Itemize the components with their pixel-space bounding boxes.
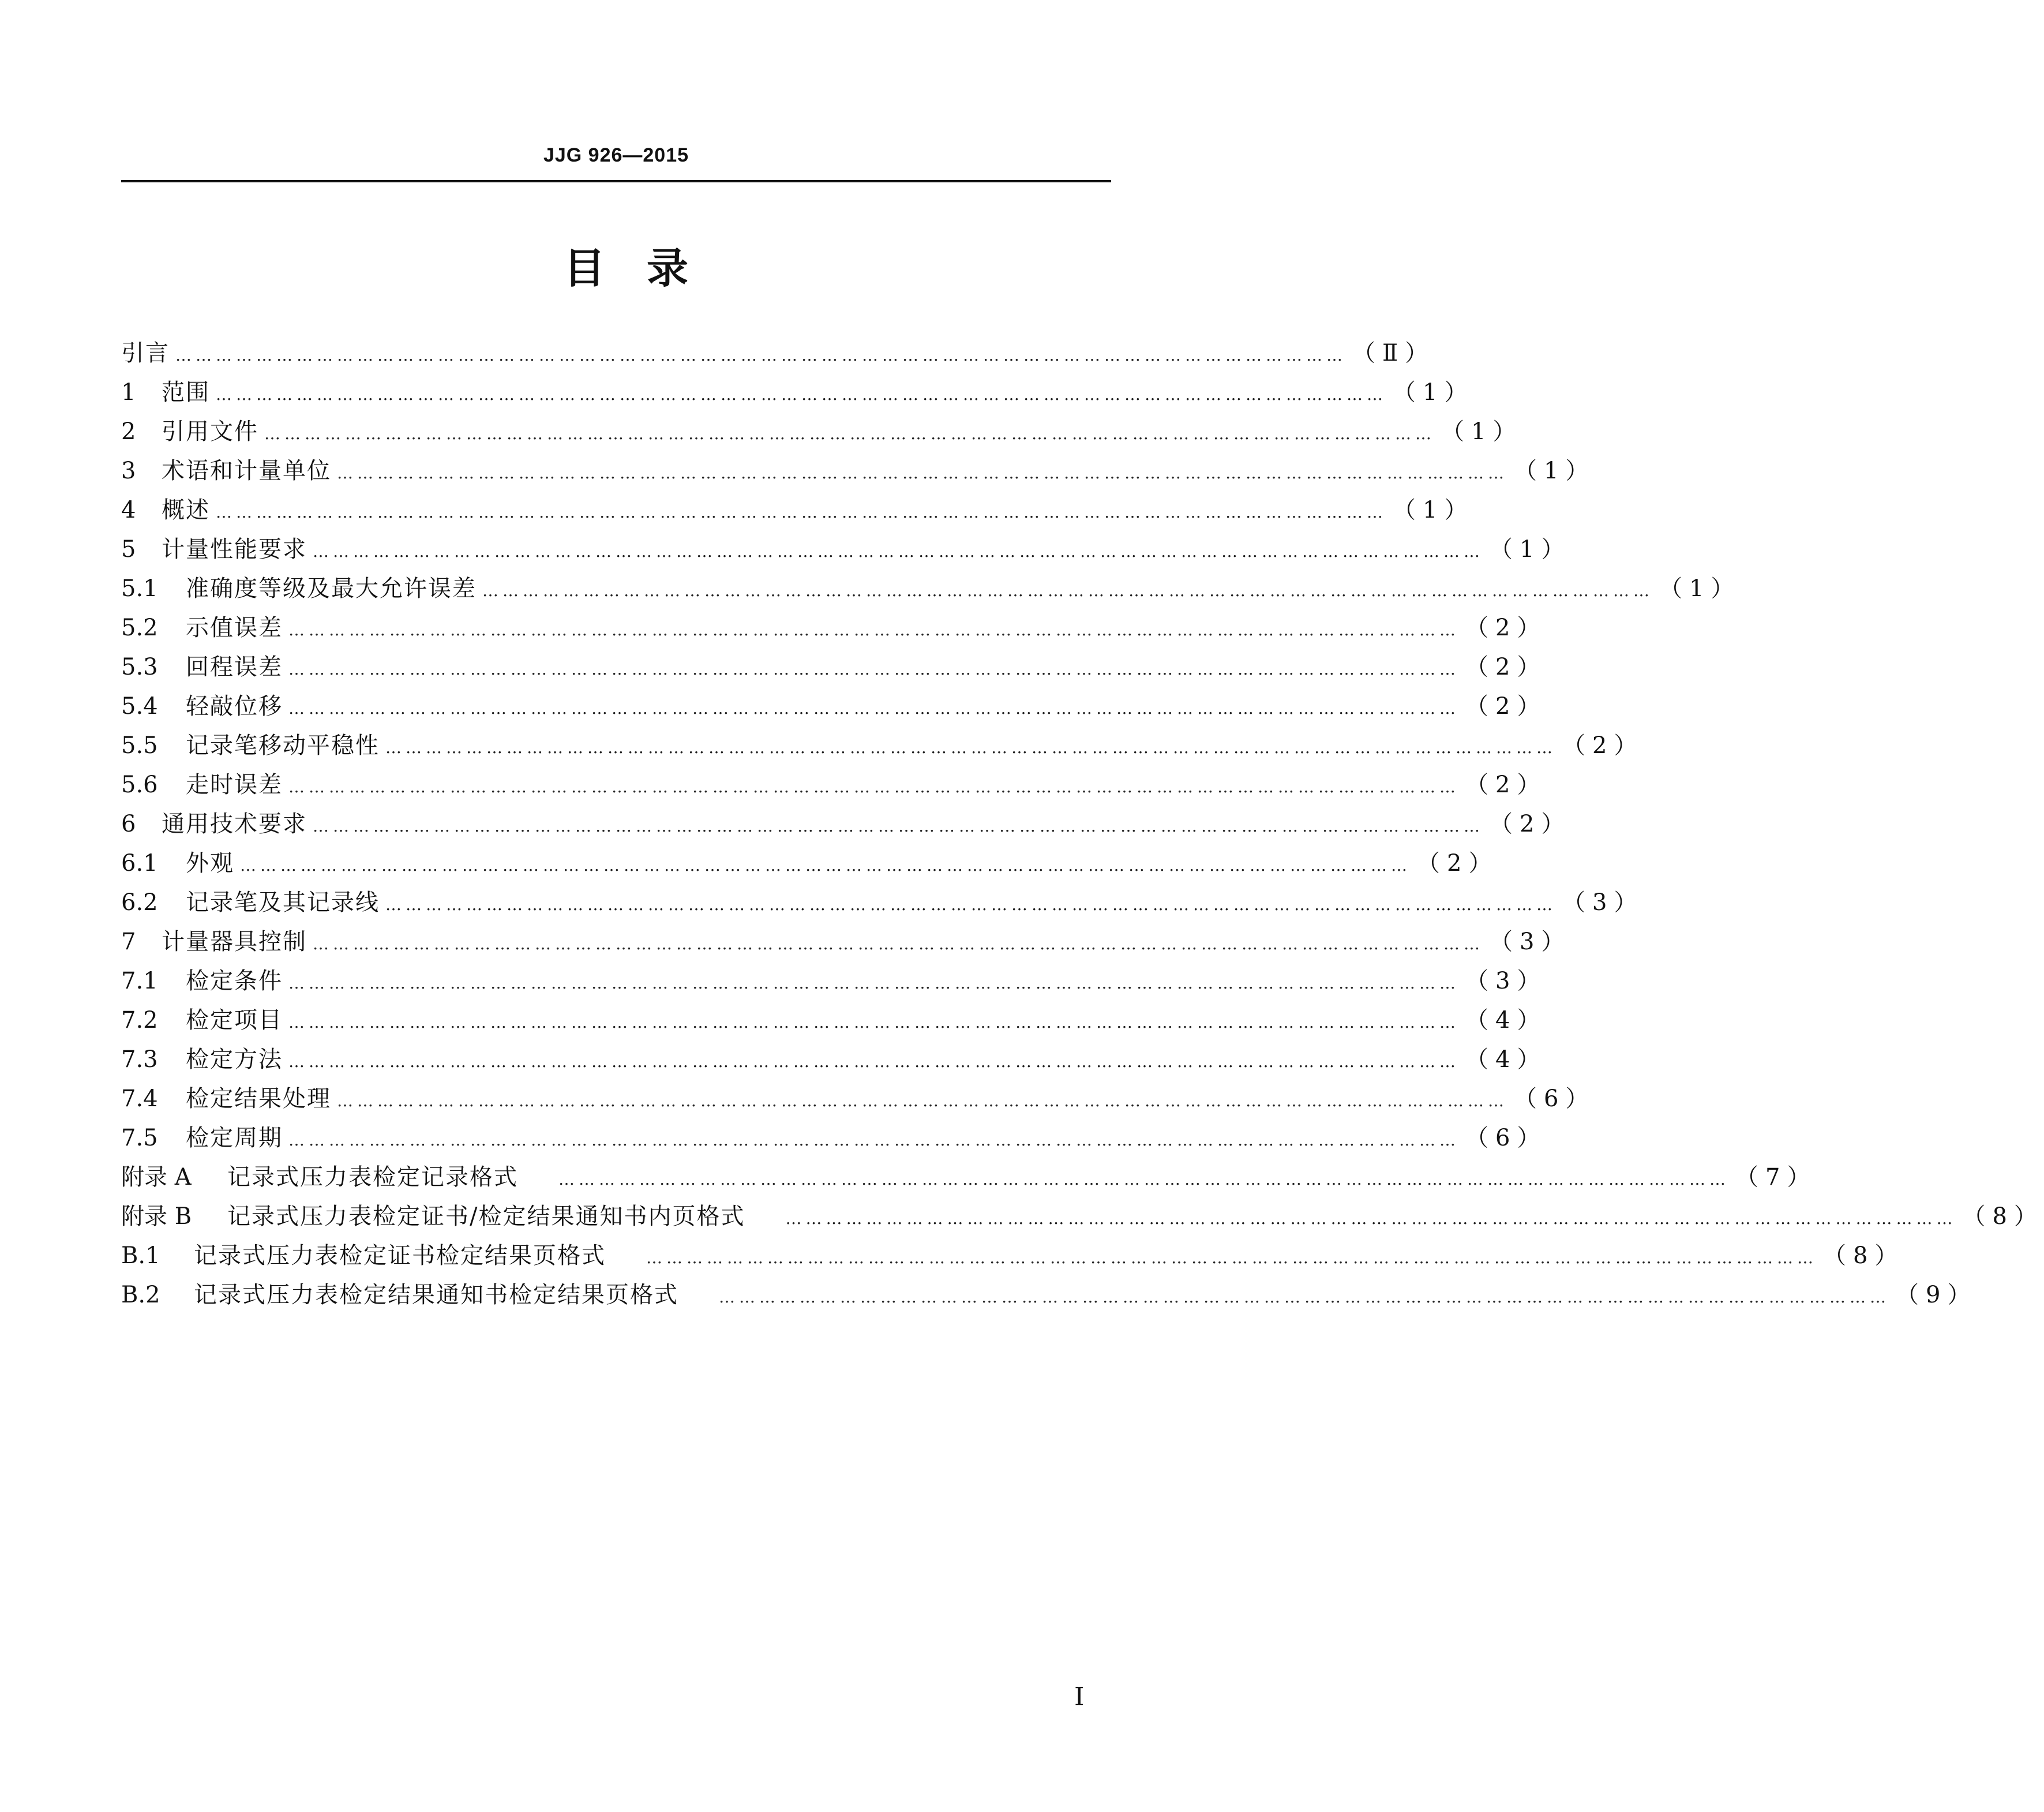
toc-entry-page: （1） [1490, 536, 1572, 563]
toc-entry-page: （7） [1735, 1164, 1817, 1190]
toc-entry-7-1[interactable] [121, 961, 1547, 1001]
toc-entry-b-2[interactable] [121, 1275, 1978, 1315]
toc-entry-number: 5.5 [121, 732, 158, 759]
toc-entry-title: 记录式压力表检定证书检定结果页格式 [194, 1242, 606, 1269]
toc-entry-1[interactable] [121, 373, 1475, 412]
toc-entry-number: 5.1 [121, 575, 158, 602]
dot-leader: ………………………………………………………………………………………………………………………………………………………… [288, 1130, 1460, 1150]
toc-entry-title: 示值误差 [186, 615, 283, 641]
toc-entry-page: （1） [1393, 379, 1475, 406]
toc-entry-7[interactable] [121, 922, 1572, 961]
toc-entry-title: 检定周期 [186, 1125, 283, 1151]
dot-leader: ………………………………………………………………………………………………………………………………………………………… [385, 895, 1557, 914]
toc-entry-page: （8） [1823, 1242, 1905, 1269]
dot-leader: ………………………………………………………………………………………………………………………………………………………… [337, 463, 1508, 482]
dot-leader: ………………………………………………………………………………………………………………………………………………………… [288, 1052, 1460, 1071]
toc-entry-number: 3 [121, 458, 136, 484]
toc-entry-number: 6.2 [121, 889, 158, 916]
toc-entry-7-4[interactable] [121, 1079, 1596, 1118]
toc-entry-title: 检定结果处理 [186, 1085, 331, 1112]
toc-entry-page: （4） [1465, 1007, 1547, 1034]
toc-entry-5[interactable] [121, 530, 1572, 569]
dot-leader: ………………………………………………………………………………………………………………………………………………………… [288, 974, 1460, 993]
toc-entry-title: 记录式压力表检定记录格式 [227, 1164, 518, 1190]
toc-entry-page: （6） [1465, 1125, 1547, 1151]
toc-entry-title: 回程误差 [186, 654, 283, 680]
toc-entry-title: 引用文件 [162, 418, 258, 445]
toc-entry-number: 7.2 [121, 1007, 158, 1034]
toc-entry-title: 检定条件 [186, 968, 283, 994]
toc-entry-title: 外观 [186, 850, 234, 877]
toc-entry-title: 计量性能要求 [162, 536, 307, 563]
toc-entry-number: 5 [121, 536, 136, 563]
dot-leader: ………………………………………………………………………………………………………………………………………………………… [313, 934, 1484, 953]
toc-entry-number: 5.3 [121, 654, 158, 680]
toc-entry-number: B.1 [121, 1242, 160, 1269]
toc-title: 目 录 [563, 244, 688, 293]
toc-entry-title: 术语和计量单位 [162, 458, 331, 484]
toc-entry-number: 附录 A [121, 1164, 192, 1190]
toc-entry-page: （3） [1465, 968, 1547, 994]
toc-entry-title: 准确度等级及最大允许误差 [186, 575, 477, 602]
toc-entry-7-5[interactable] [121, 1118, 1547, 1158]
toc-entry-5-4[interactable] [121, 687, 1547, 726]
toc-entry-title: 记录笔及其记录线 [186, 889, 380, 916]
toc-entry-number: 2 [121, 418, 136, 445]
toc-entry-3[interactable] [121, 451, 1596, 491]
toc-entry-preface[interactable] [121, 334, 1435, 373]
dot-leader: ………………………………………………………………………………………………………………………………………………………… [719, 1287, 1890, 1306]
toc-entry-title: 记录笔移动平稳性 [186, 732, 380, 759]
dot-leader: ………………………………………………………………………………………………………………………………………………………… [288, 777, 1460, 796]
dot-leader: ………………………………………………………………………………………………………………………………………………………… [558, 1170, 1730, 1189]
toc-entry-number: 5.2 [121, 615, 158, 641]
dot-leader: ………………………………………………………………………………………………………………………………………………………… [216, 503, 1387, 522]
toc-entry-5-1[interactable] [121, 569, 1741, 608]
toc-entry-page: （4） [1465, 1046, 1547, 1073]
toc-entry-appendix-b[interactable] [121, 1197, 2044, 1236]
toc-entry-page: （6） [1514, 1085, 1596, 1112]
toc-entry-number: 5.6 [121, 772, 158, 798]
toc-entry-appendix-a[interactable] [121, 1158, 1817, 1197]
toc-entry-title: 通用技术要求 [162, 811, 307, 837]
toc-entry-5-2[interactable] [121, 608, 1547, 647]
toc-entry-page: （3） [1562, 889, 1644, 916]
toc-entry-7-3[interactable] [121, 1040, 1547, 1079]
toc-entry-page: （1） [1393, 497, 1475, 523]
dot-leader: ………………………………………………………………………………………………………………………………………………………… [313, 817, 1484, 836]
toc-entry-page: （1） [1441, 418, 1523, 445]
toc-entry-page: （2） [1490, 811, 1572, 837]
toc-entry-number: 7 [121, 929, 136, 955]
toc-entry-b-1[interactable] [121, 1236, 1905, 1275]
dot-leader: ………………………………………………………………………………………………………………………………………………………… [288, 660, 1460, 679]
toc-entry-page: （2） [1465, 693, 1547, 720]
toc-entry-number: 6.1 [121, 850, 158, 877]
dot-leader: ………………………………………………………………………………………………………………………………………………………… [646, 1248, 1817, 1267]
toc-entry-title: 走时误差 [186, 772, 283, 798]
toc-entry-page: （2） [1562, 732, 1644, 759]
toc-entry-number: 附录 B [121, 1203, 192, 1230]
dot-leader: ………………………………………………………………………………………………………………………………………………………… [785, 1209, 1957, 1228]
toc-entry-title: 检定方法 [186, 1046, 283, 1073]
table-of-contents [121, 334, 2044, 1315]
toc-entry-page: （8） [1962, 1203, 2044, 1230]
toc-entry-number: 6 [121, 811, 136, 837]
dot-leader: ………………………………………………………………………………………………………………………………………………………… [313, 542, 1484, 561]
toc-entry-number: 7.1 [121, 968, 158, 994]
toc-entry-5-5[interactable] [121, 726, 1644, 765]
header-divider [121, 180, 1111, 182]
dot-leader: ………………………………………………………………………………………………………………………………………………………… [264, 424, 1435, 443]
toc-entry-page: （2） [1417, 850, 1499, 877]
toc-entry-title: 轻敲位移 [186, 693, 283, 720]
toc-entry-6-2[interactable] [121, 883, 1644, 922]
toc-entry-page: （3） [1490, 929, 1572, 955]
dot-leader: ………………………………………………………………………………………………………………………………………………………… [337, 1091, 1508, 1110]
dot-leader: ………………………………………………………………………………………………………………………………………………………… [216, 385, 1387, 404]
page-number: I [1074, 1682, 1085, 1712]
dot-leader: ………………………………………………………………………………………………………………………………………………………… [240, 856, 1411, 875]
toc-entry-page: （1） [1659, 575, 1741, 602]
dot-leader: ………………………………………………………………………………………………………………………………………………………… [175, 346, 1347, 365]
toc-entry-title: 范围 [162, 379, 210, 406]
toc-entry-page: （2） [1465, 772, 1547, 798]
toc-entry-6[interactable] [121, 804, 1572, 844]
toc-entry-page: （9） [1896, 1282, 1978, 1308]
toc-entry-number: 5.4 [121, 693, 158, 720]
toc-entry-7-2[interactable] [121, 1001, 1547, 1040]
dot-leader: ………………………………………………………………………………………………………………………………………………………… [288, 620, 1460, 639]
toc-entry-title: 引言 [121, 340, 170, 366]
dot-leader: ………………………………………………………………………………………………………………………………………………………… [288, 699, 1460, 718]
dot-leader: ………………………………………………………………………………………………………………………………………………………… [385, 738, 1557, 757]
toc-entry-page: （2） [1465, 615, 1547, 641]
toc-entry-page: （2） [1465, 654, 1547, 680]
toc-entry-5-6[interactable] [121, 765, 1547, 804]
toc-entry-number: B.2 [121, 1282, 160, 1308]
toc-entry-4[interactable] [121, 491, 1475, 530]
toc-entry-5-3[interactable] [121, 647, 1547, 687]
toc-entry-title: 记录式压力表检定证书/检定结果通知书内页格式 [227, 1203, 745, 1230]
toc-entry-2[interactable] [121, 412, 1523, 451]
toc-entry-6-1[interactable] [121, 844, 1499, 883]
toc-entry-title: 记录式压力表检定结果通知书检定结果页格式 [194, 1282, 678, 1308]
toc-entry-title: 概述 [162, 497, 210, 523]
toc-entry-page: （Ⅱ） [1352, 340, 1435, 366]
dot-leader: ………………………………………………………………………………………………………………………………………………………… [482, 581, 1653, 600]
toc-entry-number: 7.4 [121, 1085, 158, 1112]
toc-entry-number: 7.3 [121, 1046, 158, 1073]
toc-entry-title: 计量器具控制 [162, 929, 307, 955]
toc-entry-title: 检定项目 [186, 1007, 283, 1034]
toc-entry-number: 7.5 [121, 1125, 158, 1151]
toc-entry-number: 4 [121, 497, 136, 523]
dot-leader: ………………………………………………………………………………………………………………………………………………………… [288, 1013, 1460, 1032]
document-code-header: JJG 926—2015 [543, 144, 689, 166]
toc-entry-number: 1 [121, 379, 136, 406]
toc-entry-page: （1） [1514, 458, 1596, 484]
